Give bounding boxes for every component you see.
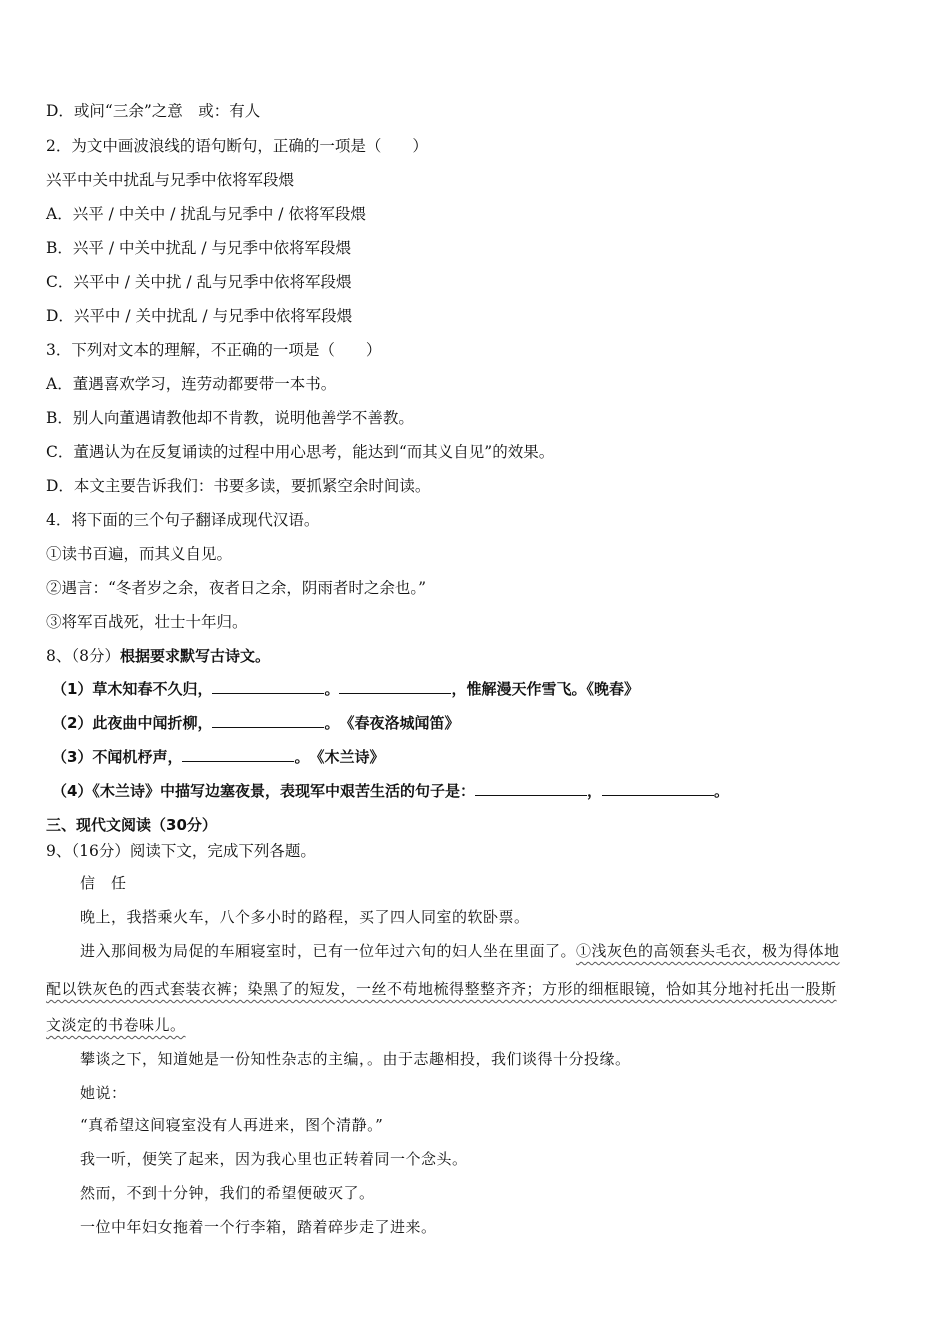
q3-option-a: A．董遇喜欢学习，连劳动都要带一本书。 bbox=[46, 375, 337, 393]
q8-line-1a: （1）草木知春不久归， bbox=[52, 680, 213, 698]
q3-stem: 3．下列对文本的理解，不正确的一项是（ ） bbox=[46, 341, 382, 359]
q4-stem: 4．将下面的三个句子翻译成现代汉语。 bbox=[46, 511, 320, 529]
q9-stem: 9、（16分）阅读下文，完成下列各题。 bbox=[46, 842, 316, 860]
q1-option-d: D．或问“三余”之意 或：有人 bbox=[46, 102, 261, 120]
q2-sentence: 兴平中关中扰乱与兄季中依将军段煨 bbox=[46, 171, 295, 189]
q4-item-2: ②遇言：“冬者岁之余，夜者日之余，阴雨者时之余也。” bbox=[46, 579, 427, 597]
story-paragraph-2-line-3: 文淡定的书卷味儿。 bbox=[46, 1016, 186, 1034]
q4-item-3: ③将军百战死，壮士十年归。 bbox=[46, 613, 248, 631]
q8-line-2b: 。 《春夜洛城闻笛》 bbox=[324, 714, 460, 732]
q8-line-4a: （4）《木兰诗》中描写边塞夜景，表现军中艰苦生活的句子是： bbox=[52, 782, 475, 800]
story-paragraph-2-line-2: 配以铁灰色的西式套装衣裤；染黑了的短发，一丝不苟地梳得整整齐齐；方形的细框眼镜，恰如其分地衬托出一股斯 bbox=[46, 980, 837, 998]
q8-title: 根据要求默写古诗文。 bbox=[119, 647, 270, 665]
answer-blank[interactable] bbox=[212, 679, 324, 694]
story-paragraph-7: 然而，不到十分钟，我们的希望便破灭了。 bbox=[80, 1184, 375, 1202]
q8-line-3 bbox=[52, 747, 384, 767]
q3-option-d: D．本文主要告诉我们：书要多读，要抓紧空余时间读。 bbox=[46, 477, 431, 495]
story-paragraph-6: 我一听，便笑了起来，因为我心里也正转着同一个念头。 bbox=[80, 1150, 468, 1168]
section-3-heading: 三、现代文阅读（30分） bbox=[46, 816, 217, 834]
story-paragraph-8: 一位中年妇女拖着一个行李箱，踏着碎步走了进来。 bbox=[80, 1218, 437, 1236]
answer-blank[interactable] bbox=[182, 747, 294, 762]
q8-line-1b: 。 bbox=[324, 680, 340, 698]
q2-option-b: B．兴平 / 中关中扰乱 / 与兄季中依将军段煨 bbox=[46, 239, 352, 257]
q2-option-d: D．兴平中 / 关中扰乱 / 与兄季中依将军段煨 bbox=[46, 307, 353, 325]
q2-option-c: C．兴平中 / 关中扰 / 乱与兄季中依将军段煨 bbox=[46, 273, 352, 291]
q8-line-4 bbox=[52, 781, 729, 801]
q8-line-2a: （2）此夜曲中闻折柳， bbox=[52, 714, 213, 732]
q8-heading bbox=[46, 646, 270, 666]
answer-blank[interactable] bbox=[212, 713, 324, 728]
story-paragraph-3: 攀谈之下，知道她是一份知性杂志的主编，。由于志趣相投，我们谈得十分投缘。 bbox=[80, 1050, 631, 1068]
story-paragraph-5: “真希望这间寝室没有人再进来，图个清静。” bbox=[80, 1116, 384, 1134]
story-paragraph-4: 她说： bbox=[80, 1084, 127, 1102]
q8-line-3a: （3）不闻机杼声， bbox=[52, 748, 183, 766]
q4-item-1: ①读书百遍，而其义自见。 bbox=[46, 545, 233, 563]
q8-line-2 bbox=[52, 713, 459, 733]
q8-line-1c: ，惟解漫天作雪飞。《晚春》 bbox=[451, 680, 639, 698]
answer-blank[interactable] bbox=[339, 679, 451, 694]
story-paragraph-2-line-1 bbox=[80, 941, 840, 961]
answer-blank[interactable] bbox=[602, 781, 714, 796]
story-paragraph-1: 晚上，我搭乘火车，八个多小时的路程，买了四人同室的软卧票。 bbox=[80, 908, 530, 926]
q8-line-1 bbox=[52, 679, 639, 699]
story-title: 信 任 bbox=[80, 874, 127, 892]
answer-blank[interactable] bbox=[475, 781, 587, 796]
q3-option-c: C．董遇认为在反复诵读的过程中用心思考，能达到“而其义自见”的效果。 bbox=[46, 443, 555, 461]
wavy-marked-text: ①浅灰色的高领套头毛衣，极为得体地 bbox=[576, 942, 840, 960]
q3-option-b: B．别人向董遇请教他却不肯教，说明他善学不善教。 bbox=[46, 409, 414, 427]
q8-line-3b: 。 《木兰诗》 bbox=[294, 748, 385, 766]
q2-option-a: A．兴平 / 中关中 / 扰乱与兄季中 / 依将军段煨 bbox=[46, 205, 366, 223]
q8-number: 8、（8分） bbox=[46, 647, 120, 665]
story-paragraph-2-intro: 进入那间极为局促的车厢寝室时，已有一位年过六旬的妇人坐在里面了。 bbox=[80, 942, 577, 960]
q8-line-4c: 。 bbox=[713, 782, 729, 800]
q8-line-4b: ， bbox=[586, 782, 602, 800]
q2-stem: 2．为文中画波浪线的语句断句，正确的一项是（ ） bbox=[46, 137, 428, 155]
